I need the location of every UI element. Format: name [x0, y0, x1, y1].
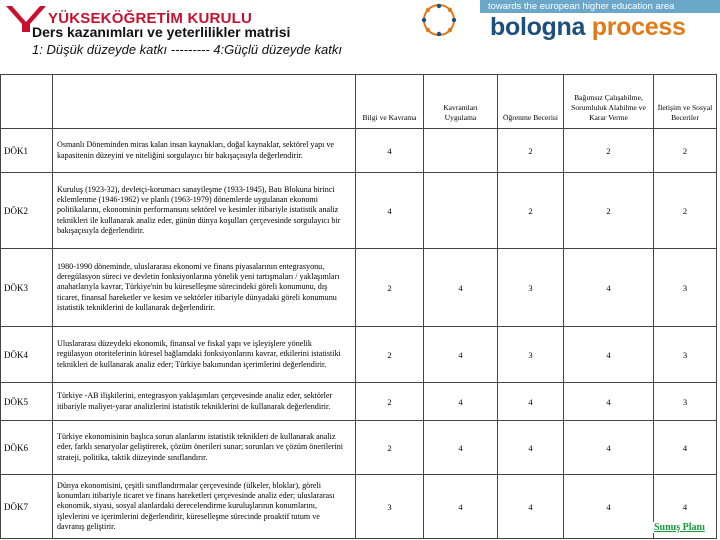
- cell-value: 4: [498, 475, 564, 539]
- cell-value: 4: [356, 173, 424, 249]
- cell-value: 4: [564, 421, 654, 475]
- table-row: [1, 249, 717, 327]
- cell-value: 3: [498, 249, 564, 327]
- row-description: Osmanlı Döneminden miras kalan insan kaynakları, doğal kaynaklar, sektörel yapı ve kapasitenin düzeyini ve niteliğini sorgulayıcı bir bakışaçısıyla değerlendirir.: [53, 129, 356, 173]
- cell-value: 2: [356, 421, 424, 475]
- row-description: Kuruluş (1923-32), devletçi-korumacı sanayileşme (1933-1945), Batı Blokuna birinci eklemlenme (1946-1962) ve planlı (1963-1979) dönemlerde uygulanan ekonomi politikalarını, ekonominin performansını sektörel ve kesimler itibariyle istatistik analiz teknikleri ile kullanarak analiz eder, günün dünya koşulları çerçevesinde sorgulayıcı bir bakışaçısıyla değerlendirir.: [53, 173, 356, 249]
- row-code: DÖK4: [1, 327, 53, 383]
- cell-value: 4: [356, 129, 424, 173]
- cell-value: 2: [564, 173, 654, 249]
- cell-value: 2: [654, 129, 717, 173]
- row-code: DÖK6: [1, 421, 53, 475]
- row-code: DÖK1: [1, 129, 53, 173]
- cell-value: 4: [424, 327, 498, 383]
- cell-value: 2: [564, 129, 654, 173]
- header-empty-desc: [53, 75, 356, 129]
- column-header: Öğrenme Becerisi: [498, 75, 564, 129]
- row-code: DÖK5: [1, 383, 53, 421]
- table-row: [1, 173, 717, 249]
- bologna-process-banner: [404, 0, 720, 40]
- cell-value: 3: [498, 327, 564, 383]
- cell-value: 4: [564, 475, 654, 539]
- cell-value: 2: [356, 249, 424, 327]
- cell-value: 2: [654, 173, 717, 249]
- sunus-plani-link[interactable]: Sunuş Planı: [654, 522, 705, 533]
- yok-logo-text: YÜKSEKÖĞRETİM KURULU: [48, 10, 253, 27]
- cell-value: 4: [424, 383, 498, 421]
- bologna-stars-icon: [406, 2, 472, 38]
- bologna-tagline: towards the european higher education area: [480, 0, 720, 13]
- table-row: [1, 475, 717, 539]
- cell-value: [424, 173, 498, 249]
- page-title: Ders kazanımları ve yeterlilikler matrisi: [32, 24, 291, 40]
- cell-value: 4: [424, 475, 498, 539]
- cell-value: 4: [498, 383, 564, 421]
- cell-value: 4: [498, 421, 564, 475]
- cell-value: 3: [654, 249, 717, 327]
- cell-value: 4: [564, 249, 654, 327]
- cell-value: 4: [654, 421, 717, 475]
- cell-value: 2: [498, 173, 564, 249]
- table-row: [1, 327, 717, 383]
- cell-value: 3: [654, 383, 717, 421]
- row-description: 1980-1990 döneminde, uluslararası ekonomi ve finans piyasalarının entegrasyonu, deregülasyon süreci ve devletin fonksiyonlarına yönelik yeni tartışmaları / yaklaşımları anahatlarıyla kavrar, Türkiye'nin bu küreselleşme sürecindeki göreli konumunu, dış ticaret, finansal hareketler ve kesim ve sektörler itibariyle dünyadaki göreli konumunu istatistik tekniklerini de kullanarak değerlendirir.: [53, 249, 356, 327]
- row-description: Türkiye -AB ilişkilerini, entegrasyon yaklaşımları çerçevesinde analiz eder, sektörler itibariyle maliyet-yarar analizlerini istatistik tekniklerini de kullanarak değerlendirir.: [53, 383, 356, 421]
- column-header: Kavramları Uygulama: [424, 75, 498, 129]
- page-subtitle: 1: Düşük düzeyde katkı --------- 4:Güçlü düzeyde katkı: [32, 42, 342, 57]
- cell-value: 4: [564, 383, 654, 421]
- table-row: [1, 129, 717, 173]
- cell-value: 4: [424, 421, 498, 475]
- table-row: [1, 421, 717, 475]
- row-code: DÖK3: [1, 249, 53, 327]
- cell-value: 4: [424, 249, 498, 327]
- header-empty-code: [1, 75, 53, 129]
- column-header: Bağımsız Çalışabilme, Sorumluluk Alabilme ve Karar Verme: [564, 75, 654, 129]
- row-code: DÖK2: [1, 173, 53, 249]
- cell-value: 2: [356, 327, 424, 383]
- cell-value: 2: [498, 129, 564, 173]
- row-description: Türkiye ekonomisinin başlıca sorun alanlarını istatistik teknikleri de kullanarak analiz eder, farklı senaryolar geliştirerek, çözüm önerileri sunar; sorunları ve çözüm önerilerini strateji, politika, taktik düzeyinde sınıflandırır.: [53, 421, 356, 475]
- bologna-brand-accent: process: [585, 13, 686, 41]
- cell-value: 4: [654, 475, 717, 539]
- row-description: Uluslararası düzeydeki ekonomik, finansal ve fiskal yapı ve işleyişlere yönelik regülasyon otoritelerinin küresel bağlamdaki fonksiyonlarını kavrar, etkilerini istatistiki teknikleri de kullanarak analiz eder; Türkiye bakımından içerimlerini değerlendirir.: [53, 327, 356, 383]
- bologna-brand-word: bologna: [490, 13, 586, 41]
- cell-value: 2: [356, 383, 424, 421]
- row-description: Dünya ekonomisini, çeşitli sınıflandırmalar çerçevesinde (ülkeler, bloklar), göreli konumları itibariyle ticaret ve finans hareketleri çerçevesinde analiz eder; uluslararası ekonomik, siyasi, sosyal alanlardaki derecelendirme kuruluşlarının konumlarını, işlevlerini ve içerimlerini değerlendirir, küreselleşme sürecinde proaktif tutum ve davranış geliştirir.: [53, 475, 356, 539]
- table-row: [1, 383, 717, 421]
- row-code: DÖK7: [1, 475, 53, 539]
- column-header: Bilgi ve Kavrama: [356, 75, 424, 129]
- bologna-brand: [490, 13, 686, 42]
- cell-value: 3: [654, 327, 717, 383]
- cell-value: [424, 129, 498, 173]
- table-header-row: [1, 75, 717, 129]
- column-header: İletişim ve Sosyal Beceriler: [654, 75, 717, 129]
- cell-value: 3: [356, 475, 424, 539]
- competency-matrix-table: [0, 74, 717, 539]
- cell-value: 4: [564, 327, 654, 383]
